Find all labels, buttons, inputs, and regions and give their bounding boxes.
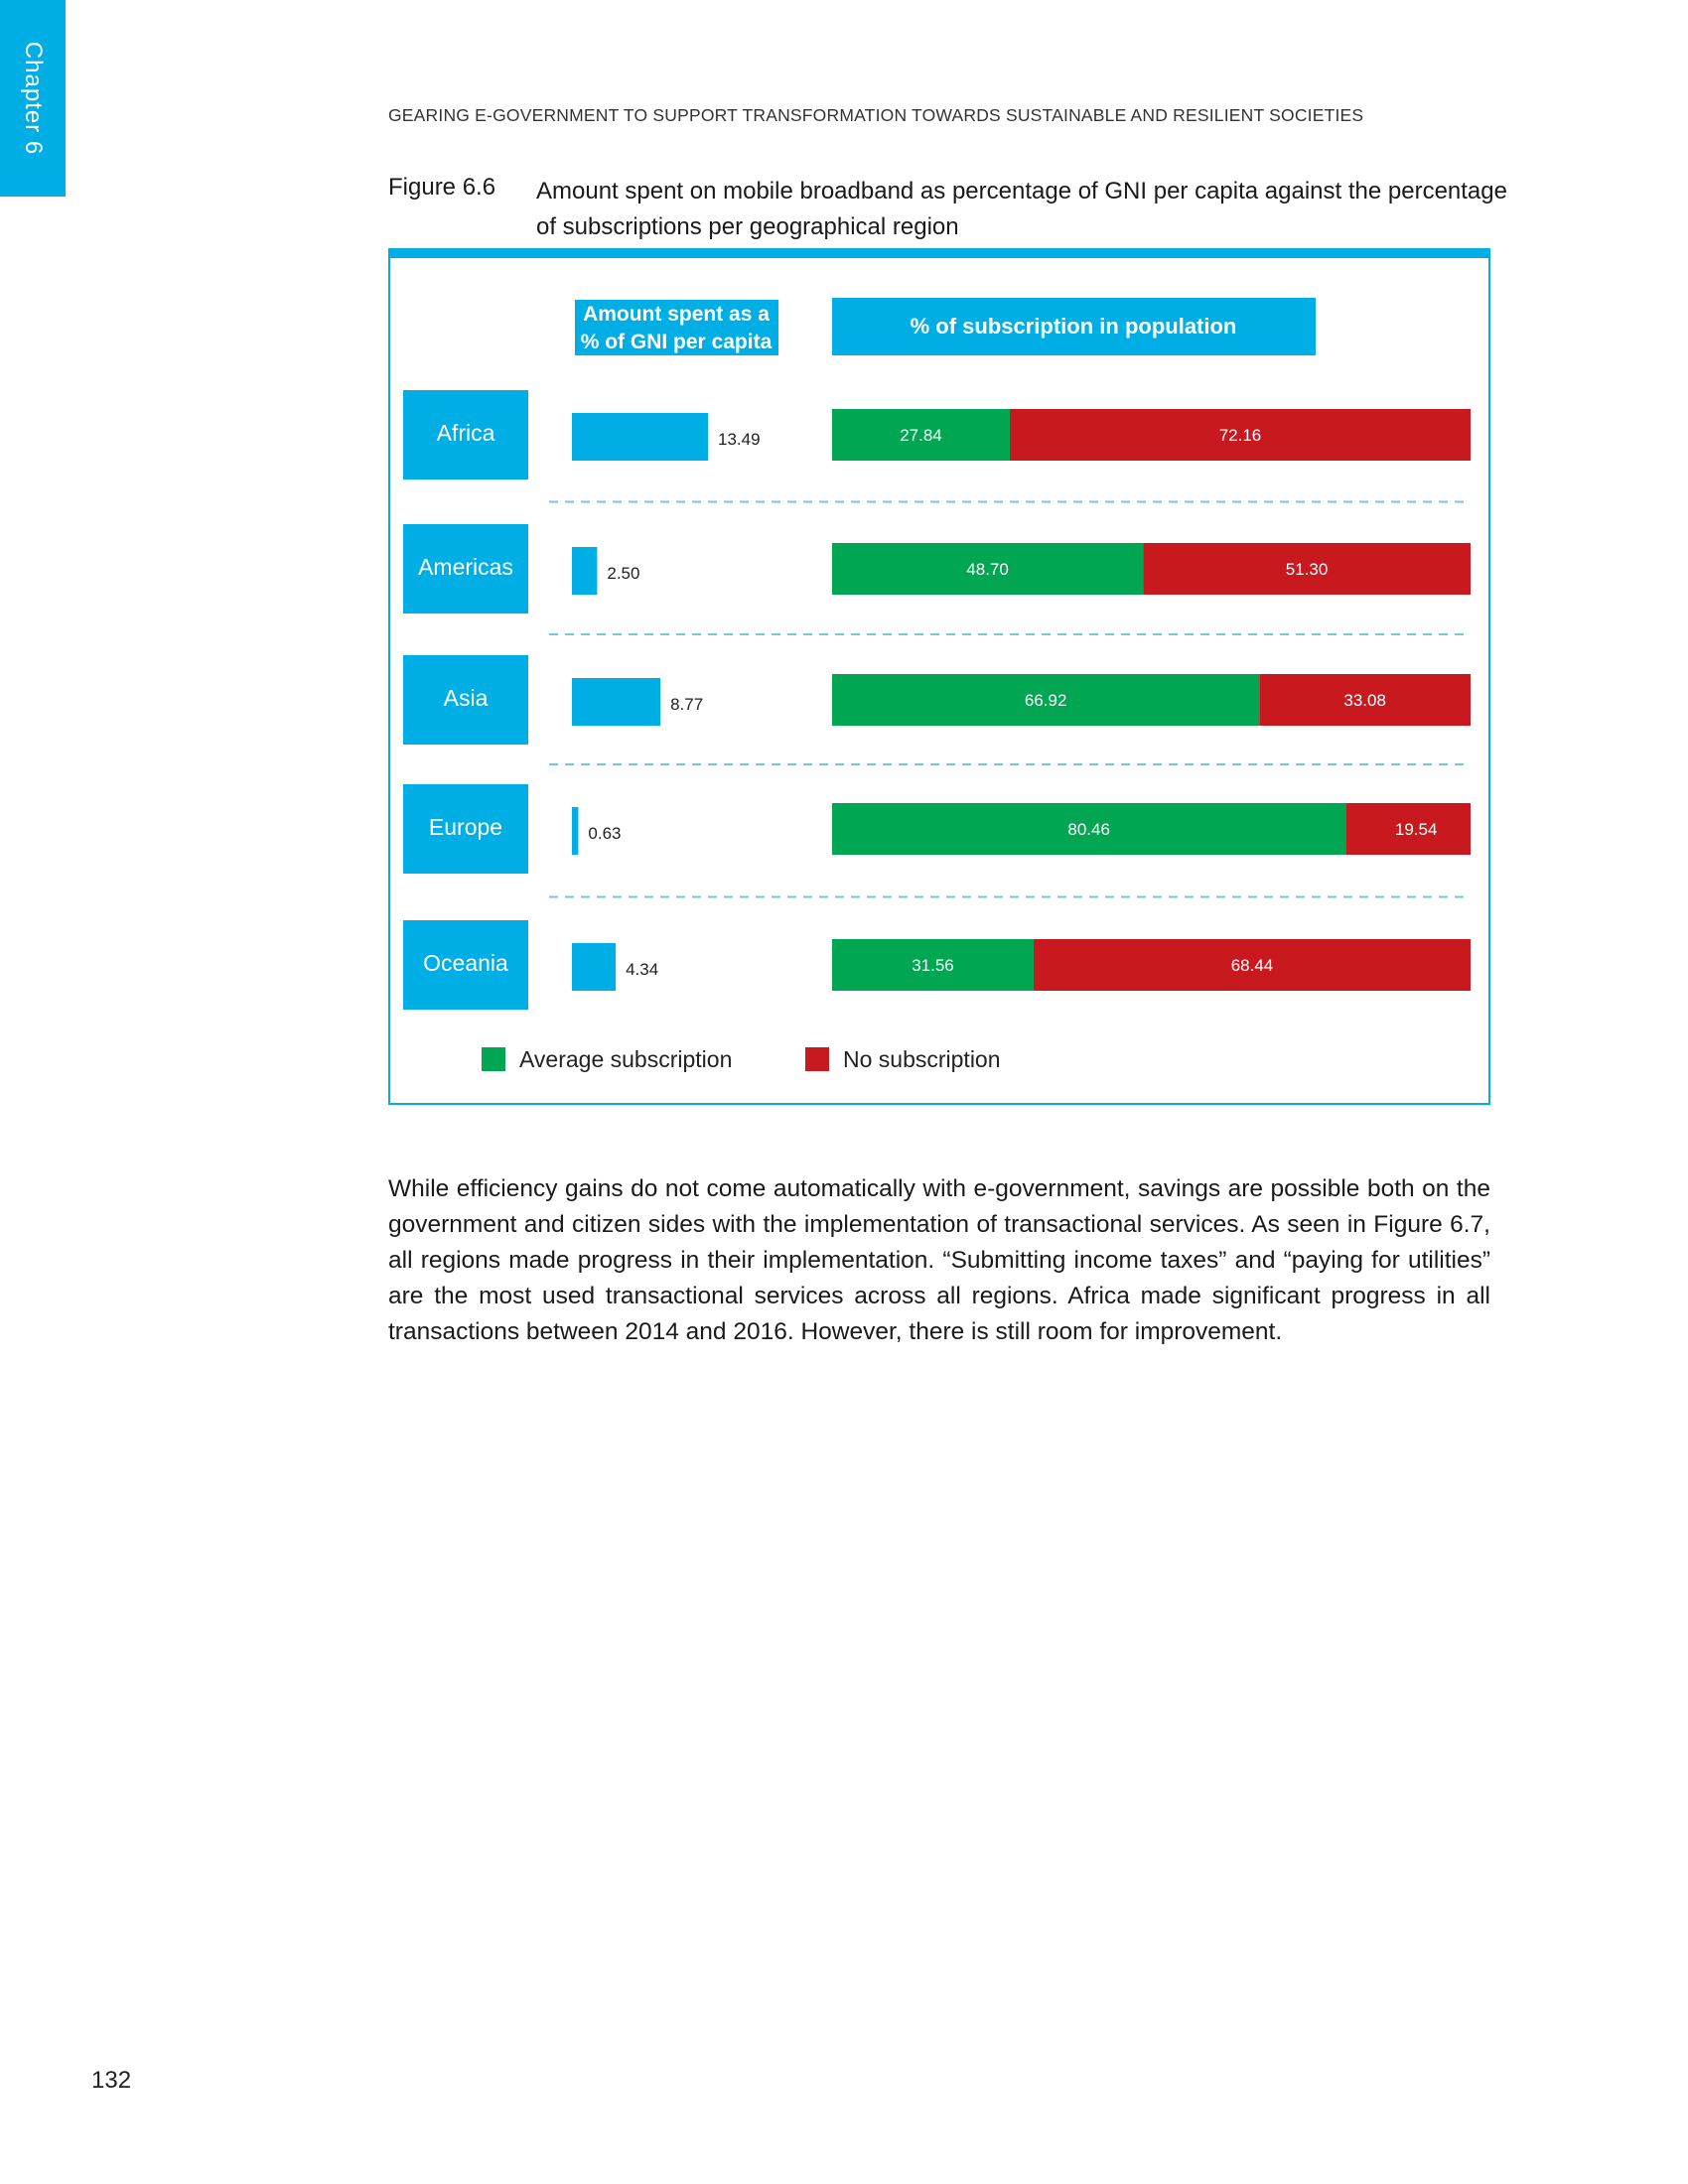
figure-label: Figure 6.6 <box>388 174 496 201</box>
average-subscription-value: 66.92 <box>1024 691 1067 710</box>
no-subscription-value: 68.44 <box>1230 956 1274 975</box>
figure-frame <box>388 248 1490 1105</box>
gni-header-line: Amount spent as a <box>583 303 770 326</box>
gni-value-label: 2.50 <box>607 564 640 583</box>
no-subscription-value: 72.16 <box>1218 426 1262 445</box>
gni-header-line: % of GNI per capita <box>580 331 773 353</box>
no-subscription-value: 51.30 <box>1285 560 1329 579</box>
gni-value-label: 0.63 <box>588 824 622 843</box>
region-label: Oceania <box>423 950 508 976</box>
no-subscription-value: 19.54 <box>1394 820 1438 839</box>
no-subscription-value: 33.08 <box>1343 691 1386 710</box>
running-head: GEARING E-GOVERNMENT TO SUPPORT TRANSFORMATION TOWARDS SUSTAINABLE AND RESILIENT SOCIETIES <box>388 105 1364 125</box>
region-label: Asia <box>443 685 489 711</box>
gni-bar <box>572 413 708 461</box>
chapter-tab-label: Chapter 6 <box>20 41 47 156</box>
gni-bar <box>572 547 597 595</box>
average-subscription-value: 80.46 <box>1067 820 1110 839</box>
region-label: Americas <box>418 554 513 580</box>
body-paragraph: While efficiency gains do not come automatically with e-government, savings are possible both on the government and citizen sides with the implementation of transactional services. As seen in Figure 6.7, all regions made progress in their implementation. “Submitting income taxes” and “paying for utilities” are the most used transactional services across all regions. Africa made significant progress in all transactions between 2014 and 2016. However, there is still room for improvement. <box>388 1175 1490 1345</box>
subscription-header-label: % of subscription in population <box>910 314 1237 339</box>
legend-none-label: No subscription <box>843 1046 1001 1072</box>
region-label: Europe <box>428 814 503 840</box>
gni-bar <box>572 943 616 991</box>
gni-value-label: 8.77 <box>670 695 704 714</box>
average-subscription-value: 31.56 <box>912 956 954 975</box>
average-subscription-value: 27.84 <box>900 426 942 445</box>
gni-value-label: 13.49 <box>718 430 761 449</box>
figure-title: Amount spent on mobile broadband as percentage of GNI per capita against the percentage of subscriptions per geographical region <box>536 178 1507 240</box>
legend-average-swatch <box>482 1047 505 1071</box>
legend-average-label: Average subscription <box>519 1046 733 1072</box>
gni-bar <box>572 807 578 855</box>
region-label: Africa <box>436 420 495 446</box>
gni-value-label: 4.34 <box>626 960 659 979</box>
gni-bar <box>572 678 660 726</box>
chart <box>390 258 1488 1103</box>
legend-none-swatch <box>805 1047 829 1071</box>
chapter-tab <box>0 0 66 197</box>
page-number: 132 <box>91 2067 132 2094</box>
average-subscription-value: 48.70 <box>966 560 1009 579</box>
